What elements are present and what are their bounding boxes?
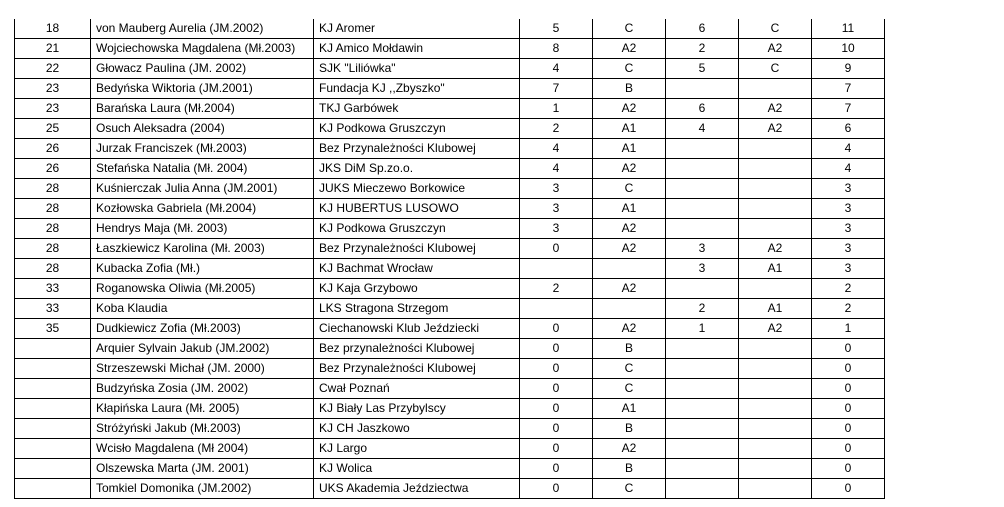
round1-class-cell: A2: [593, 99, 666, 119]
round1-class-cell: A2: [593, 279, 666, 299]
round2-points-cell: [666, 179, 739, 199]
table-row: [15, 39, 885, 59]
total-points-cell: 2: [812, 279, 885, 299]
round1-points-cell: [520, 259, 593, 279]
round2-points-cell: 3: [666, 259, 739, 279]
results-table: [14, 19, 885, 499]
round1-points-cell: 0: [520, 239, 593, 259]
round1-points-cell: 3: [520, 179, 593, 199]
round2-class-cell: [739, 159, 812, 179]
round2-points-cell: [666, 419, 739, 439]
total-points-cell: 10: [812, 39, 885, 59]
total-points-cell: 4: [812, 159, 885, 179]
total-points-cell: 1: [812, 319, 885, 339]
total-points-cell: 3: [812, 199, 885, 219]
rider-name-cell: Budzyńska Zosia (JM. 2002): [91, 379, 314, 399]
place-cell: 28: [15, 199, 91, 219]
round2-points-cell: 6: [666, 19, 739, 39]
round1-class-cell: C: [593, 379, 666, 399]
round2-class-cell: A2: [739, 119, 812, 139]
round1-points-cell: 0: [520, 319, 593, 339]
results-table-body: [15, 19, 885, 499]
round1-class-cell: B: [593, 419, 666, 439]
place-cell: 28: [15, 259, 91, 279]
table-row: [15, 439, 885, 459]
table-row: [15, 459, 885, 479]
rider-name-cell: Kłapińska Laura (Mł. 2005): [91, 399, 314, 419]
rider-name-cell: Stefańska Natalia (Mł. 2004): [91, 159, 314, 179]
round2-class-cell: A1: [739, 299, 812, 319]
club-cell: Bez Przynależności Klubowej: [314, 139, 520, 159]
round1-points-cell: 2: [520, 119, 593, 139]
round1-points-cell: 0: [520, 419, 593, 439]
rider-name-cell: Barańska Laura (Mł.2004): [91, 99, 314, 119]
rider-name-cell: Kuśnierczak Julia Anna (JM.2001): [91, 179, 314, 199]
place-cell: [15, 419, 91, 439]
total-points-cell: 11: [812, 19, 885, 39]
round1-class-cell: A2: [593, 239, 666, 259]
table-row: [15, 399, 885, 419]
table-row: [15, 259, 885, 279]
total-points-cell: 7: [812, 79, 885, 99]
round2-class-cell: [739, 199, 812, 219]
place-cell: 23: [15, 99, 91, 119]
round1-class-cell: C: [593, 179, 666, 199]
round1-class-cell: A1: [593, 199, 666, 219]
rider-name-cell: Dudkiewicz Zofia (Mł.2003): [91, 319, 314, 339]
rider-name-cell: Wcisło Magdalena (Mł 2004): [91, 439, 314, 459]
total-points-cell: 0: [812, 459, 885, 479]
round2-points-cell: [666, 219, 739, 239]
round1-class-cell: [593, 299, 666, 319]
round1-points-cell: 1: [520, 99, 593, 119]
round1-points-cell: 0: [520, 339, 593, 359]
table-row: [15, 199, 885, 219]
round1-class-cell: C: [593, 19, 666, 39]
round1-class-cell: A2: [593, 159, 666, 179]
place-cell: 33: [15, 299, 91, 319]
round2-class-cell: A2: [739, 39, 812, 59]
round2-points-cell: [666, 199, 739, 219]
round2-class-cell: [739, 439, 812, 459]
table-row: [15, 159, 885, 179]
total-points-cell: 3: [812, 179, 885, 199]
round2-class-cell: [739, 359, 812, 379]
round1-points-cell: 4: [520, 139, 593, 159]
round1-points-cell: 0: [520, 459, 593, 479]
round2-points-cell: [666, 79, 739, 99]
rider-name-cell: Arquier Sylvain Jakub (JM.2002): [91, 339, 314, 359]
table-row: [15, 279, 885, 299]
club-cell: KJ CH Jaszkowo: [314, 419, 520, 439]
round2-class-cell: [739, 279, 812, 299]
place-cell: 28: [15, 219, 91, 239]
club-cell: Ciechanowski Klub Jeździecki: [314, 319, 520, 339]
round1-points-cell: 4: [520, 59, 593, 79]
rider-name-cell: Hendrys Maja (Mł. 2003): [91, 219, 314, 239]
round2-points-cell: 2: [666, 39, 739, 59]
place-cell: [15, 359, 91, 379]
round2-points-cell: 3: [666, 239, 739, 259]
round1-points-cell: 0: [520, 439, 593, 459]
club-cell: UKS Akademia Jeździectwa: [314, 479, 520, 499]
table-row: [15, 419, 885, 439]
rider-name-cell: Tomkiel Domonika (JM.2002): [91, 479, 314, 499]
total-points-cell: 4: [812, 139, 885, 159]
place-cell: [15, 479, 91, 499]
round2-class-cell: A2: [739, 319, 812, 339]
round1-points-cell: 0: [520, 479, 593, 499]
round2-class-cell: [739, 219, 812, 239]
round2-points-cell: 6: [666, 99, 739, 119]
round2-points-cell: [666, 379, 739, 399]
rider-name-cell: von Mauberg Aurelia (JM.2002): [91, 19, 314, 39]
club-cell: KJ HUBERTUS LUSOWO: [314, 199, 520, 219]
total-points-cell: 3: [812, 219, 885, 239]
rider-name-cell: Kubacka Zofia (Mł.): [91, 259, 314, 279]
club-cell: Fundacja KJ ,,Zbyszko": [314, 79, 520, 99]
total-points-cell: 0: [812, 379, 885, 399]
round2-class-cell: [739, 419, 812, 439]
club-cell: KJ Bachmat Wrocław: [314, 259, 520, 279]
club-cell: KJ Amico Mołdawin: [314, 39, 520, 59]
round2-points-cell: [666, 439, 739, 459]
round1-points-cell: 3: [520, 199, 593, 219]
total-points-cell: 0: [812, 439, 885, 459]
round1-points-cell: 4: [520, 159, 593, 179]
round2-class-cell: C: [739, 59, 812, 79]
club-cell: KJ Podkowa Gruszczyn: [314, 119, 520, 139]
place-cell: 26: [15, 159, 91, 179]
round2-class-cell: A2: [739, 239, 812, 259]
table-row: [15, 359, 885, 379]
round2-class-cell: [739, 399, 812, 419]
round1-points-cell: 0: [520, 379, 593, 399]
round1-class-cell: A1: [593, 139, 666, 159]
round1-points-cell: [520, 299, 593, 319]
round1-class-cell: A2: [593, 439, 666, 459]
round2-class-cell: [739, 339, 812, 359]
round2-class-cell: [739, 79, 812, 99]
total-points-cell: 3: [812, 259, 885, 279]
place-cell: 28: [15, 179, 91, 199]
rider-name-cell: Głowacz Paulina (JM. 2002): [91, 59, 314, 79]
table-row: [15, 139, 885, 159]
table-row: [15, 179, 885, 199]
place-cell: 21: [15, 39, 91, 59]
club-cell: KJ Kaja Grzybowo: [314, 279, 520, 299]
place-cell: 25: [15, 119, 91, 139]
round1-class-cell: [593, 259, 666, 279]
round1-points-cell: 2: [520, 279, 593, 299]
place-cell: [15, 439, 91, 459]
table-row: [15, 379, 885, 399]
place-cell: 26: [15, 139, 91, 159]
total-points-cell: 6: [812, 119, 885, 139]
total-points-cell: 0: [812, 419, 885, 439]
round1-class-cell: A2: [593, 219, 666, 239]
place-cell: [15, 399, 91, 419]
round2-class-cell: [739, 379, 812, 399]
club-cell: Bez przynależności Klubowej: [314, 339, 520, 359]
table-row: [15, 319, 885, 339]
rider-name-cell: Kozłowska Gabriela (Mł.2004): [91, 199, 314, 219]
place-cell: [15, 459, 91, 479]
place-cell: [15, 339, 91, 359]
total-points-cell: 0: [812, 479, 885, 499]
round2-points-cell: [666, 159, 739, 179]
total-points-cell: 0: [812, 399, 885, 419]
rider-name-cell: Wojciechowska Magdalena (Mł.2003): [91, 39, 314, 59]
round1-points-cell: 3: [520, 219, 593, 239]
table-row: [15, 79, 885, 99]
club-cell: JUKS Mieczewo Borkowice: [314, 179, 520, 199]
round2-points-cell: [666, 459, 739, 479]
round1-points-cell: 0: [520, 399, 593, 419]
round1-class-cell: B: [593, 459, 666, 479]
rider-name-cell: Strzeszewski Michał (JM. 2000): [91, 359, 314, 379]
rider-name-cell: Łaszkiewicz Karolina (Mł. 2003): [91, 239, 314, 259]
round2-points-cell: [666, 479, 739, 499]
club-cell: SJK "Liliówka": [314, 59, 520, 79]
round2-points-cell: 1: [666, 319, 739, 339]
club-cell: KJ Podkowa Gruszczyn: [314, 219, 520, 239]
table-row: [15, 59, 885, 79]
club-cell: KJ Wolica: [314, 459, 520, 479]
rider-name-cell: Bedyńska Wiktoria (JM.2001): [91, 79, 314, 99]
place-cell: 22: [15, 59, 91, 79]
club-cell: TKJ Garbówek: [314, 99, 520, 119]
round1-points-cell: 0: [520, 359, 593, 379]
table-row: [15, 339, 885, 359]
round1-class-cell: A1: [593, 119, 666, 139]
round1-points-cell: 7: [520, 79, 593, 99]
table-row: [15, 219, 885, 239]
round1-class-cell: A2: [593, 39, 666, 59]
table-row: [15, 299, 885, 319]
table-row: [15, 479, 885, 499]
club-cell: LKS Stragona Strzegom: [314, 299, 520, 319]
club-cell: Bez Przynależności Klubowej: [314, 239, 520, 259]
total-points-cell: 0: [812, 359, 885, 379]
table-row: [15, 19, 885, 39]
rider-name-cell: Koba Klaudia: [91, 299, 314, 319]
round2-points-cell: [666, 359, 739, 379]
round2-points-cell: [666, 339, 739, 359]
round2-points-cell: 4: [666, 119, 739, 139]
place-cell: 23: [15, 79, 91, 99]
round1-class-cell: B: [593, 339, 666, 359]
round2-class-cell: A1: [739, 259, 812, 279]
place-cell: 18: [15, 19, 91, 39]
club-cell: KJ Largo: [314, 439, 520, 459]
round1-class-cell: C: [593, 479, 666, 499]
rider-name-cell: Osuch Aleksadra (2004): [91, 119, 314, 139]
table-row: [15, 99, 885, 119]
round2-class-cell: A2: [739, 99, 812, 119]
round2-points-cell: 5: [666, 59, 739, 79]
round1-points-cell: 8: [520, 39, 593, 59]
round2-points-cell: [666, 279, 739, 299]
club-cell: KJ Biały Las Przybylscy: [314, 399, 520, 419]
total-points-cell: 2: [812, 299, 885, 319]
place-cell: [15, 379, 91, 399]
round2-class-cell: [739, 479, 812, 499]
club-cell: JKS DiM Sp.zo.o.: [314, 159, 520, 179]
round2-points-cell: [666, 139, 739, 159]
rider-name-cell: Roganowska Oliwia (Mł.2005): [91, 279, 314, 299]
round1-class-cell: B: [593, 79, 666, 99]
round1-class-cell: A1: [593, 399, 666, 419]
club-cell: KJ Aromer: [314, 19, 520, 39]
place-cell: 35: [15, 319, 91, 339]
round2-class-cell: [739, 459, 812, 479]
round1-class-cell: A2: [593, 319, 666, 339]
round2-points-cell: 2: [666, 299, 739, 319]
club-cell: Cwał Poznań: [314, 379, 520, 399]
place-cell: 33: [15, 279, 91, 299]
total-points-cell: 3: [812, 239, 885, 259]
round2-class-cell: [739, 179, 812, 199]
club-cell: Bez Przynależności Klubowej: [314, 359, 520, 379]
place-cell: 28: [15, 239, 91, 259]
round2-points-cell: [666, 399, 739, 419]
round1-points-cell: 5: [520, 19, 593, 39]
total-points-cell: 9: [812, 59, 885, 79]
rider-name-cell: Jurzak Franciszek (Mł.2003): [91, 139, 314, 159]
total-points-cell: 0: [812, 339, 885, 359]
table-row: [15, 239, 885, 259]
round2-class-cell: [739, 139, 812, 159]
table-row: [15, 119, 885, 139]
rider-name-cell: Stróżyński Jakub (Mł.2003): [91, 419, 314, 439]
round2-class-cell: C: [739, 19, 812, 39]
total-points-cell: 7: [812, 99, 885, 119]
round1-class-cell: C: [593, 59, 666, 79]
round1-class-cell: C: [593, 359, 666, 379]
rider-name-cell: Olszewska Marta (JM. 2001): [91, 459, 314, 479]
